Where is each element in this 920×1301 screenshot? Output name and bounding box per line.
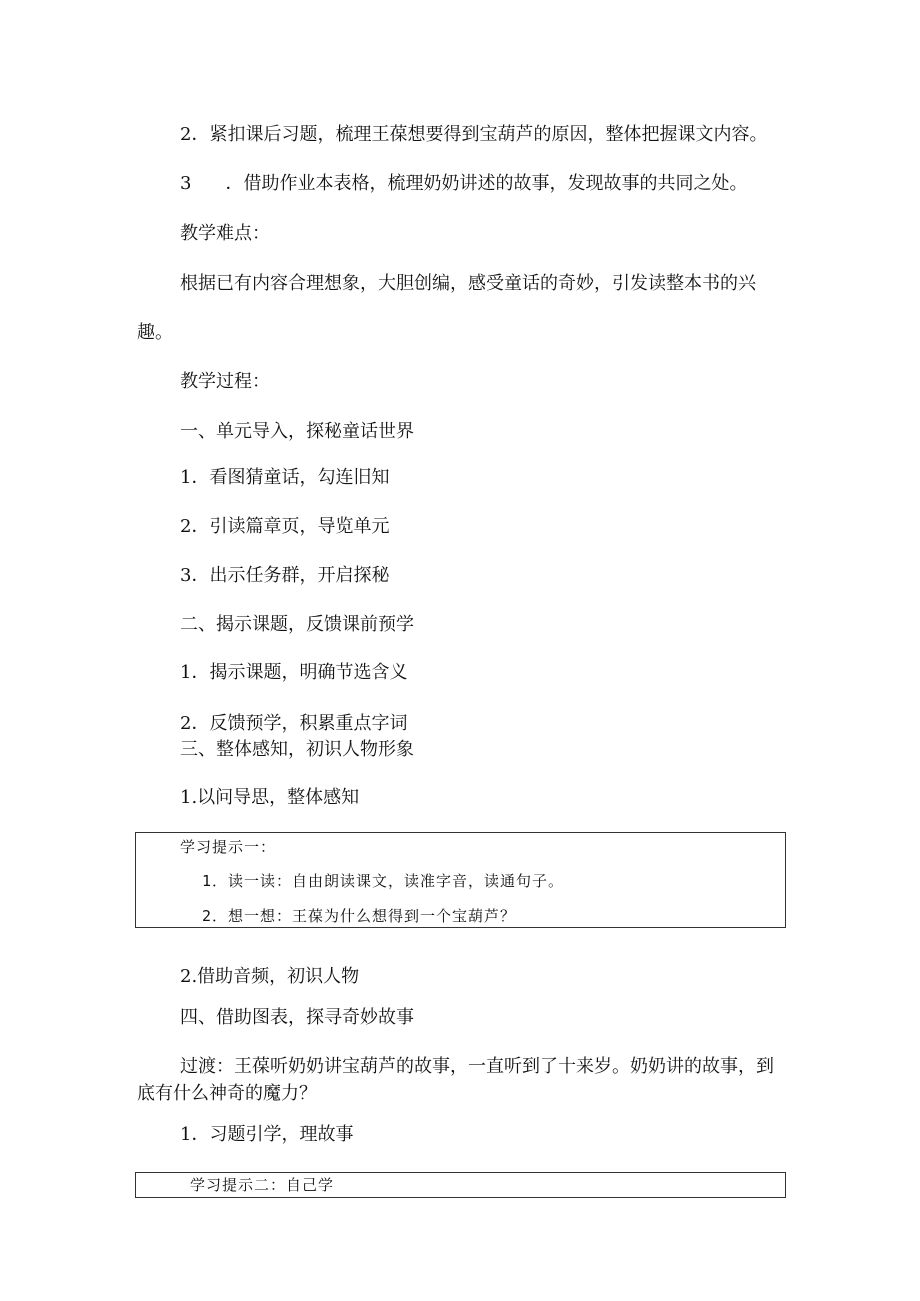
study-tip-2-title: 学习提示二：自己学 bbox=[190, 1176, 335, 1194]
transition-text-line-1: 过渡：王葆听奶奶讲宝葫芦的故事，一直听到了十来岁。奶奶讲的故事，到 bbox=[180, 1056, 774, 1077]
section-2-item-1: 1．揭示课题，明确节选含义 bbox=[180, 662, 408, 683]
difficulty-text-line-1: 根据已有内容合理想象，大胆创编，感受童话的奇妙，引发读整本书的兴 bbox=[180, 273, 756, 294]
section-1-item-1: 1．看图猜童话，勾连旧知 bbox=[180, 467, 390, 488]
goal-item-3-number: 3 bbox=[180, 173, 192, 194]
study-tip-1-item-1: 1．读一读：自由朗读课文，读准字音，读通句子。 bbox=[202, 872, 565, 890]
section-1-item-3: 3．出示任务群，开启探秘 bbox=[180, 565, 390, 586]
section-4-item-1: 1．习题引学，理故事 bbox=[180, 1124, 354, 1145]
section-3-item-2: 2.借助音频，初识人物 bbox=[180, 966, 360, 987]
study-tip-2-box bbox=[135, 1172, 786, 1198]
section-3-title: 三、整体感知，初识人物形象 bbox=[180, 739, 414, 760]
transition-text-line-2: 底有什么神奇的魔力？ bbox=[137, 1083, 317, 1104]
difficulty-heading: 教学难点： bbox=[180, 223, 270, 244]
study-tip-1-box bbox=[135, 832, 786, 928]
process-heading: 教学过程： bbox=[180, 371, 270, 392]
study-tip-1-item-2: 2．想一想：王葆为什么想得到一个宝葫芦？ bbox=[202, 907, 517, 925]
section-1-item-2: 2．引读篇章页，导览单元 bbox=[180, 516, 390, 537]
section-2-item-2: 2．反馈预学，积累重点字词 bbox=[180, 713, 408, 734]
section-2-title: 二、揭示课题，反馈课前预学 bbox=[180, 614, 414, 635]
study-tip-1-title: 学习提示一： bbox=[180, 838, 277, 856]
difficulty-text-line-2: 趣。 bbox=[137, 322, 173, 343]
section-4-title: 四、借助图表，探寻奇妙故事 bbox=[180, 1007, 414, 1028]
section-1-title: 一、单元导入，探秘童话世界 bbox=[180, 421, 414, 442]
goal-item-3 bbox=[180, 172, 747, 196]
goal-item-3-text: ．借助作业本表格，梳理奶奶讲述的故事，发现故事的共同之处。 bbox=[225, 173, 748, 194]
goal-item-2: 2．紧扣课后习题，梳理王葆想要得到宝葫芦的原因，整体把握课文内容。 bbox=[180, 124, 768, 145]
section-3-item-1: 1.以问导思，整体感知 bbox=[180, 787, 360, 808]
